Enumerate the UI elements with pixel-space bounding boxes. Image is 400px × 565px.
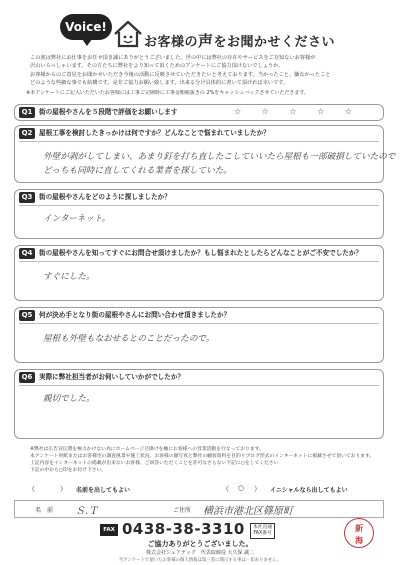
question-number: Q3 <box>19 192 35 203</box>
question-text: 街の屋根やさんをどのように探しましたか？ <box>39 193 171 201</box>
question-q3 <box>14 189 384 239</box>
option-bracket[interactable]: （ <box>222 485 229 493</box>
intro-line: どのような些細な事でも結構です。是非ご協力お願い致します。出来る分け具体的に書いて頂ければ幸いです。 <box>30 80 289 87</box>
fax-side-label <box>250 523 275 539</box>
address-value: 横浜市港北区篠原町 <box>203 506 293 517</box>
question-text: 街の屋根やさんを知ってすぐにお問合せ頂けましたか？もし悩まれたとしたらどんなことがご不安でしたか？ <box>39 249 363 257</box>
fax-tag: FAX <box>100 524 118 536</box>
option-initial-label: イニシャルなら出してもよい <box>270 487 348 494</box>
name-value: Ｓ.Ｔ <box>75 506 99 517</box>
company-line: 株式会社シェアテック 代表取締役 大久保 誠二 <box>145 550 255 556</box>
signature-box <box>14 500 384 518</box>
question-q5 <box>14 307 384 363</box>
option-bracket[interactable]: （ <box>28 485 35 493</box>
fax-side-line: 本社直通 <box>253 525 273 530</box>
option-bracket[interactable]: ） <box>254 485 261 493</box>
question-number: Q4 <box>19 248 35 259</box>
answer-text: 外壁が剥がしてしまい、あまり釘を打ち直したこしていいたら屋根も一部破損していたので <box>43 152 396 162</box>
publication-footnote <box>30 446 380 474</box>
answer-text: すぐにした。 <box>43 272 95 282</box>
title-prefix: お客様の <box>144 35 199 50</box>
answer-divider <box>19 261 379 262</box>
question-q1 <box>14 104 384 121</box>
answer-text: インターネット。 <box>43 214 111 224</box>
answer-divider <box>19 323 379 324</box>
intro-line: この度は弊社にお仕事をお任せ頂き誠にありがとうございました。世の中には弊社の存在やサービスをご存知ないお客様が <box>30 55 316 61</box>
seal-char: 海 <box>355 535 363 545</box>
rating-stars[interactable]: ☆ ☆ ☆ ☆ ☆ <box>233 107 361 116</box>
thanks-message: ご協力ありがとうございました。 <box>147 540 253 548</box>
answer-divider <box>19 205 379 206</box>
question-number: Q2 <box>19 128 35 139</box>
question-text: 屋根工事を検討したきっかけは何ですか？どんなことで悩まれていましたか？ <box>39 129 270 137</box>
address-label: ご住所 <box>173 507 192 514</box>
title-big: 声 <box>198 32 214 50</box>
option-full-name-label: 名前を出してもよい <box>76 487 131 494</box>
footnote-line: ※弊社は広告宣伝費を極力かけない為にホームページ目掛けを軸にお客様への営業活動を行なっております。 <box>30 447 264 452</box>
answer-divider <box>19 385 379 386</box>
voice-badge: Voice! <box>60 14 112 40</box>
question-number: Q6 <box>19 372 35 383</box>
fax-side-line: FAX番号 <box>253 531 272 536</box>
house-smile-icon <box>112 18 144 50</box>
name-label: 名 前 <box>35 507 54 514</box>
answer-text: どっちも同時に直してくれる業者を探していた。 <box>43 166 232 176</box>
intro-line: お客様からのご意見をお聞かせいただき今後の活動に反映させていただきたいと考えております。当かったこと、嫌なかったこと <box>30 71 331 78</box>
cashback-notice: ※本アンケートにご記入いただいたお客様には工事ご完納時に工事金額税抜きの 2%をキャッシュバックさせていただきます。 <box>26 90 309 96</box>
title-suffix: をお聞かせください <box>213 35 336 50</box>
question-number: Q5 <box>19 310 35 321</box>
footnote-line: 下記の中から○印をお付け下さい。 <box>30 468 107 473</box>
page-title <box>144 30 335 51</box>
intro-text <box>30 54 376 88</box>
footnote-line: 本アンケート用紙またはお客様宅の調査風景や施工状況、お客様の顔写真と弊社の顧客資料を目的リプログ形式のインターネットに掲載させて頂いております。 <box>30 454 375 459</box>
question-text: 何が決め手となり街の屋根やさんにお問い合わせ頂きましたか？ <box>39 311 231 319</box>
option-initial-check[interactable]: ○ <box>238 484 245 492</box>
question-q2 <box>14 125 396 183</box>
question-text: 実際に弊社担当者がお伺いしていかがでしたか？ <box>39 373 185 381</box>
seal-char: 新 <box>355 523 363 533</box>
question-number: Q1 <box>19 107 35 118</box>
name-permission-options <box>14 484 384 496</box>
answer-divider <box>19 141 379 142</box>
question-q6 <box>14 369 384 439</box>
answer-text: 屋根も外壁もなおせるとのことだったので。 <box>43 334 215 344</box>
footnote-line: 上記内容をインターネットの掲載が出来ないお客様、ご回答いただくことを許可なさらない下記に○をしてください <box>30 461 279 466</box>
answer-text: 親切でした。 <box>43 394 95 404</box>
intro-line: 沢山いらっしゃいます。その方たちに弊社をより知って頂くためのアンケートにご協力頂けないでしょうか。 <box>30 63 284 70</box>
question-text: 街の屋根やさんを５段階で評価をお願いします <box>39 108 178 116</box>
question-q4 <box>14 245 384 301</box>
fax-number: 0438-38-3310 <box>122 520 245 538</box>
option-bracket[interactable]: ） <box>60 485 67 493</box>
privacy-footer: 当アンケートで頂いたお客様の個人情報は第三者に開示する事は一切ありません。 <box>118 558 282 563</box>
